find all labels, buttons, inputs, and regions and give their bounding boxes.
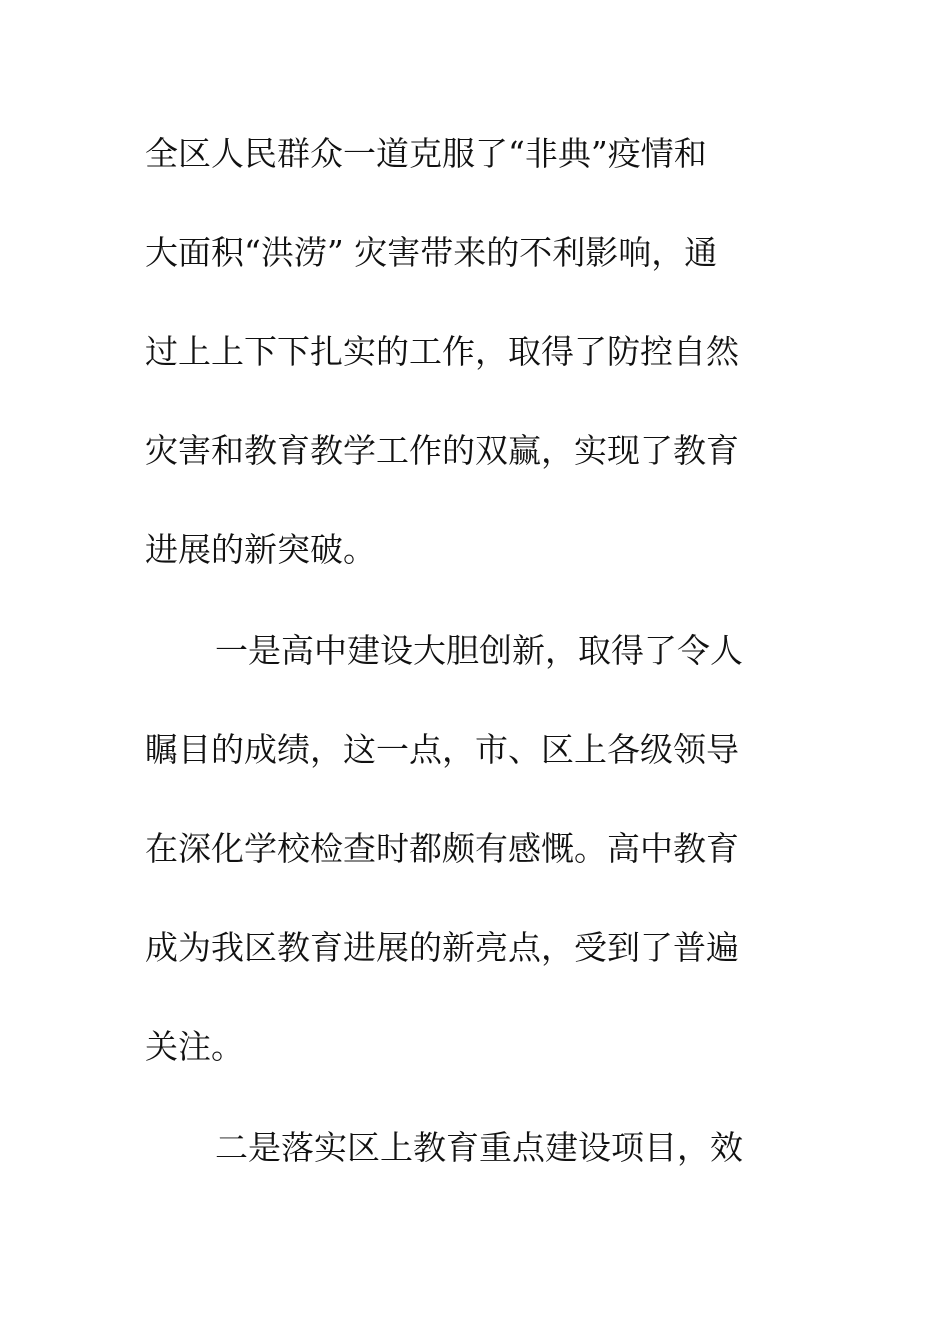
text-line: 大面积“洪涝” 灾害带来的不利影响，通 <box>145 233 718 272</box>
text-line: 关注。 <box>145 1027 244 1066</box>
text-line: 过上上下下扎实的工作，取得了防控自然 <box>145 332 739 371</box>
text-line: 进展的新突破。 <box>145 530 376 569</box>
text-line: 瞩目的成绩，这一点，市、区上各级领导 <box>145 730 739 769</box>
paragraph-first-line: 二是落实区上教育重点建设项目，效 <box>215 1128 743 1167</box>
text-line: 灾害和教育教学工作的双赢，实现了教育 <box>145 431 739 470</box>
text-line: 全区人民群众一道克服了“非典”疫情和 <box>145 134 707 173</box>
text-line: 成为我区教育进展的新亮点，受到了普遍 <box>145 928 739 967</box>
text-line: 在深化学校检查时都颇有感慨。高中教育 <box>145 829 739 868</box>
paragraph-first-line: 一是高中建设大胆创新，取得了令人 <box>215 631 743 670</box>
